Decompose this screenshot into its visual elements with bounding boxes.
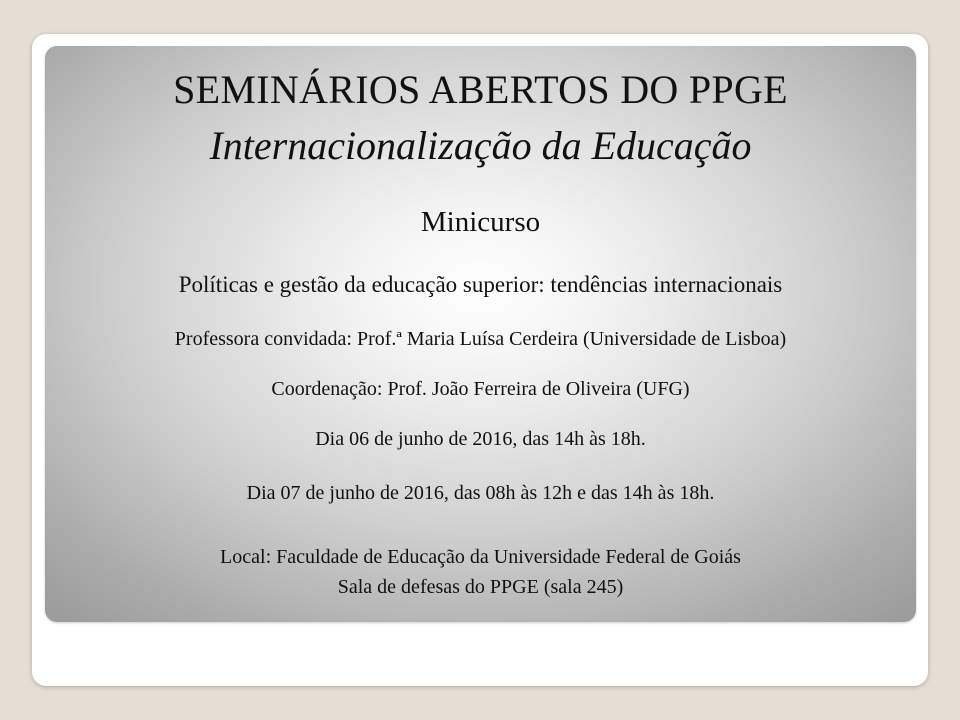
date-line-2: Dia 07 de junho de 2016, das 08h às 12h e das 14h às 18h. bbox=[246, 482, 715, 504]
location-line: Local: Faculdade de Educação da Universidade Federal de Goiás bbox=[220, 546, 741, 568]
slide-subtitle: Internacionalização da Educação bbox=[209, 123, 752, 168]
room-line: Sala de defesas do PPGE (sala 245) bbox=[337, 576, 624, 598]
coordination-line: Coordenação: Prof. João Ferreira de Oliveira (UFG) bbox=[271, 378, 690, 400]
course-title: Políticas e gestão da educação superior: tendências internacionais bbox=[178, 272, 783, 297]
date-line-1: Dia 06 de junho de 2016, das 14h às 18h. bbox=[315, 428, 646, 450]
guest-professor-line: Professora convidada: Prof.ª Maria Luísa Cerdeira (Universidade de Lisboa) bbox=[174, 328, 787, 350]
slide-title: SEMINÁRIOS ABERTOS DO PPGE bbox=[173, 67, 788, 112]
section-heading: Minicurso bbox=[420, 206, 541, 238]
content-panel bbox=[45, 46, 916, 622]
